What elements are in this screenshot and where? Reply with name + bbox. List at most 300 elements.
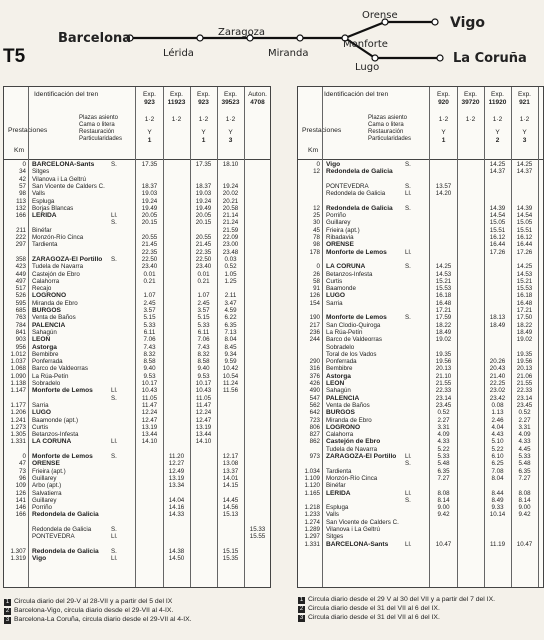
time-cell: 0.03 — [224, 255, 237, 263]
km-value: 497 — [15, 277, 26, 285]
station-name: Borjas Blancas — [32, 204, 74, 212]
time-cell: 15.13 — [222, 511, 239, 519]
timetable-row — [298, 190, 543, 197]
timetable-row — [4, 329, 270, 336]
column-divider — [28, 87, 29, 587]
time-cell: 9.40 — [143, 365, 156, 373]
time-cell: 14.25 — [516, 263, 533, 271]
column-divider — [135, 87, 136, 587]
time-cell: 3.57 — [143, 307, 156, 314]
station-dot — [432, 19, 438, 25]
time-cell: 9.34 — [224, 350, 237, 358]
train-type: Exp. — [436, 91, 450, 98]
timetable-row — [4, 351, 270, 358]
km-value: 244 — [309, 336, 320, 344]
time-cell: 2.45 — [143, 299, 156, 307]
timetable-row — [4, 387, 270, 394]
km-value: 358 — [15, 255, 26, 263]
time-cell: 11.19 — [489, 540, 506, 548]
time-cell: 18.22 — [435, 321, 452, 329]
timetable-row — [298, 482, 543, 489]
time-cell: 22.35 — [195, 248, 212, 256]
time-cell: 6.11 — [197, 328, 210, 336]
timetable-row — [298, 183, 543, 190]
station-name: Monforte de Lemos — [326, 314, 387, 322]
timetable-row — [4, 373, 270, 380]
time-cell: 12.24 — [195, 409, 212, 417]
time-cell: 18.13 — [489, 314, 506, 322]
timetable-row — [4, 402, 270, 409]
timetable-row — [4, 256, 270, 263]
station-name: PONTEVEDRA — [32, 533, 75, 541]
time-cell: 22.33 — [435, 387, 452, 395]
km-value: 1.241 — [10, 416, 26, 424]
time-cell: 8.32 — [197, 350, 210, 358]
column-divider — [217, 87, 218, 587]
time-cell: 4.33 — [518, 438, 531, 446]
timetable-row — [4, 431, 270, 438]
km-value: 57 — [19, 182, 26, 190]
station-name: LUGO — [326, 292, 346, 300]
station-name: BURGOS — [326, 409, 355, 417]
time-cell: 5.22 — [437, 445, 450, 453]
train-type: Exp. — [463, 91, 477, 98]
time-cell: 0.21 — [143, 277, 156, 285]
time-cell: 14.10 — [141, 438, 158, 446]
km-value: 1.068 — [10, 365, 26, 373]
arrival-departure-mark: S. — [405, 496, 411, 504]
timetable-row — [4, 168, 270, 175]
km-value: 0 — [22, 453, 26, 460]
time-cell: 7.06 — [143, 336, 156, 344]
time-cell: 23.02 — [489, 387, 506, 395]
time-cell: 5.33 — [197, 321, 210, 329]
time-cell: 14.33 — [168, 511, 185, 519]
arrival-departure-mark: Ll. — [111, 533, 118, 541]
time-cell: 11.47 — [141, 401, 158, 409]
station-name: LEÓN — [326, 380, 345, 387]
train-number: 11923 — [167, 99, 186, 106]
label-restauracion: Restauración — [368, 129, 404, 135]
station-name: Miranda de Ebro — [326, 416, 372, 424]
time-cell: 15.33 — [249, 526, 266, 533]
time-cell: 14.39 — [489, 204, 506, 212]
footnote — [298, 614, 440, 622]
station-name: Ponferrada — [32, 358, 63, 366]
timetable-row — [298, 490, 543, 497]
timetable-row — [298, 358, 543, 365]
time-cell: 8.49 — [491, 496, 504, 504]
km-value: 723 — [309, 416, 320, 424]
time-cell: 9.33 — [491, 504, 504, 512]
time-cell: 12.49 — [168, 467, 185, 475]
timetable-row — [298, 365, 543, 372]
km-value: 1.218 — [304, 504, 320, 512]
train-seats: 1·2 — [144, 116, 155, 123]
time-cell: 15.55 — [249, 533, 266, 541]
arrival-departure-mark: S. — [111, 526, 117, 533]
time-cell: 17.21 — [435, 307, 452, 314]
station-name: Vilanova i La Geltrú — [326, 526, 380, 533]
city-lugo: Lugo — [355, 62, 380, 73]
km-value: 1.307 — [10, 547, 26, 555]
timetable-row — [4, 490, 270, 497]
time-cell: 10.47 — [516, 540, 533, 548]
time-cell: 13.19 — [195, 423, 212, 431]
station-dot — [437, 55, 443, 61]
station-name: Baamonde — [326, 285, 356, 293]
timetable-row — [4, 358, 270, 365]
km-value: 526 — [15, 292, 26, 300]
time-cell: 0.52 — [224, 263, 237, 271]
km-value: 166 — [15, 212, 26, 220]
label-prestaciones: Prestaciones — [8, 127, 48, 134]
timetable-row — [4, 219, 270, 226]
time-cell: 8.45 — [224, 343, 237, 351]
time-cell: 16.44 — [489, 241, 506, 249]
arrival-departure-mark: S. — [111, 161, 117, 168]
timetable-row — [298, 278, 543, 285]
train-seats: 1·2 — [465, 116, 476, 123]
restaurant-icon: Y — [522, 129, 527, 136]
time-cell: 9.00 — [437, 504, 450, 512]
timetable-row — [298, 417, 543, 424]
station-name: Espluga — [326, 504, 349, 512]
station-dot — [197, 35, 203, 41]
train-number: 920 — [438, 99, 449, 106]
train-seats: 1·2 — [519, 116, 530, 123]
station-name: Sahagún — [326, 387, 351, 395]
time-cell: 5.48 — [518, 460, 531, 468]
station-name: Venta de Baños — [326, 401, 370, 409]
time-cell: 14.04 — [168, 496, 185, 504]
time-cell: 14.56 — [222, 504, 239, 512]
time-cell: 9.53 — [143, 372, 156, 380]
column-divider — [538, 87, 539, 587]
km-value: 1.274 — [304, 518, 320, 526]
timetable-row — [298, 424, 543, 431]
station-name: Guillarey — [326, 219, 351, 227]
timetable-row — [298, 453, 543, 460]
train-number: 39523 — [221, 99, 240, 106]
timetable-row — [4, 205, 270, 212]
time-cell: 1.07 — [197, 292, 210, 300]
label-identificacion: Identificación del tren — [34, 91, 99, 98]
train-seats: 1·2 — [171, 116, 182, 123]
time-cell: 15.21 — [516, 277, 533, 285]
timetable-row — [4, 322, 270, 329]
time-cell: 5.15 — [143, 314, 156, 322]
timetable-row — [298, 161, 543, 168]
timetable-row — [298, 511, 543, 518]
arrival-departure-mark: S. — [111, 453, 117, 460]
km-value: 517 — [15, 285, 26, 293]
station-name: Vilanova i La Geltrú — [32, 175, 86, 183]
arrival-departure-mark: S. — [405, 314, 411, 322]
time-cell: 23.45 — [516, 401, 533, 409]
timetable-row — [298, 468, 543, 475]
time-cell: 22.50 — [195, 255, 212, 263]
time-cell: 17.21 — [516, 307, 533, 314]
station-name: Tardienta — [32, 241, 58, 249]
footnote-text: Barcelona-La Coruña, circula diario desde el 29-VII al 4-IX. — [14, 616, 192, 623]
timetable-row — [4, 285, 270, 292]
label-km: Km — [14, 147, 25, 154]
km-value: 0 — [316, 161, 320, 168]
time-cell: 19.24 — [222, 182, 239, 190]
time-cell: 2.46 — [491, 416, 504, 424]
km-value: 222 — [15, 234, 26, 241]
km-value: 956 — [15, 343, 26, 351]
footnote-number: 2 — [299, 606, 304, 612]
km-value: 34 — [19, 168, 26, 176]
time-cell: 18.49 — [435, 328, 452, 336]
km-value: 1.147 — [10, 387, 26, 395]
time-cell: 19.24 — [195, 197, 212, 205]
timetable-row — [298, 219, 543, 226]
station-name: Astorga — [326, 372, 351, 380]
km-value: 42 — [19, 175, 26, 183]
timetable-row — [4, 314, 270, 321]
time-cell: 4.43 — [491, 431, 504, 439]
timetable-row — [4, 453, 270, 460]
timetable-row — [298, 475, 543, 482]
time-cell: 21.55 — [435, 380, 452, 387]
km-value: 1.233 — [304, 511, 320, 519]
timetable-row — [4, 497, 270, 504]
station-name: Castejón de Ebro — [326, 438, 381, 446]
time-cell: 16.12 — [489, 234, 506, 241]
arrival-departure-mark: Ll. — [405, 489, 412, 497]
timetable-row — [298, 409, 543, 416]
arrival-departure-mark: S. — [111, 394, 117, 402]
time-cell: 23.48 — [222, 248, 239, 256]
time-cell: 8.14 — [518, 496, 531, 504]
time-cell: 14.45 — [222, 496, 239, 504]
time-cell: 3.31 — [437, 423, 450, 431]
time-cell: 14.01 — [222, 474, 239, 482]
table-code: T5 — [3, 46, 26, 67]
time-cell: 10.47 — [435, 540, 452, 548]
time-cell: 0.21 — [197, 277, 210, 285]
time-cell: 10.43 — [141, 387, 158, 395]
station-name: Betanzos-Infesta — [326, 270, 373, 278]
time-cell: 19.03 — [141, 190, 158, 198]
timetable-row — [298, 322, 543, 329]
km-value: 1.120 — [304, 482, 320, 490]
km-value: 12 — [313, 168, 320, 176]
timetable-row — [4, 336, 270, 343]
km-value: 146 — [15, 504, 26, 512]
arrival-departure-mark: S. — [111, 547, 117, 555]
table-header — [298, 87, 543, 160]
time-cell: 15.05 — [516, 219, 533, 227]
footnote-text: Circula diario desde el 31 del VII al 6 del IX. — [308, 614, 440, 621]
km-value: 642 — [309, 409, 320, 417]
time-cell: 15.21 — [435, 277, 452, 285]
time-cell: 6.35 — [518, 467, 531, 475]
time-cell: 0.08 — [491, 401, 504, 409]
time-cell: 8.04 — [224, 336, 237, 344]
time-cell: 14.20 — [435, 190, 452, 198]
timetable-row — [4, 183, 270, 190]
km-value: 763 — [15, 314, 26, 322]
time-cell: 8.44 — [491, 489, 504, 497]
arrival-departure-mark: Ll. — [111, 438, 118, 446]
time-cell: 16.44 — [516, 241, 533, 249]
time-cell: 19.56 — [435, 358, 452, 366]
time-cell: 11.20 — [168, 453, 185, 460]
time-cell: 21.24 — [222, 219, 239, 227]
time-cell: 14.10 — [195, 438, 212, 446]
time-cell: 15.53 — [435, 285, 452, 293]
km-value: 316 — [309, 365, 320, 373]
time-cell: 23.45 — [435, 401, 452, 409]
km-value: 297 — [15, 241, 26, 249]
arrival-departure-mark: Ll. — [405, 190, 412, 198]
restaurant-icon: Y — [228, 129, 233, 136]
station-name: Redondela de Galicia — [32, 547, 99, 555]
timetable-row — [4, 526, 270, 533]
timetable-row — [298, 519, 543, 526]
time-cell: 18.49 — [489, 321, 506, 329]
time-cell: 9.40 — [197, 365, 210, 373]
time-cell: 23.40 — [141, 263, 158, 271]
column-divider — [429, 87, 430, 587]
timetable-row — [298, 241, 543, 248]
station-name: Porriño — [32, 504, 52, 512]
particularity-badge: 1 — [201, 137, 206, 144]
time-cell: 0.01 — [197, 270, 210, 278]
station-name: Vigo — [326, 161, 341, 168]
time-cell: 22.33 — [516, 387, 533, 395]
timetable-row — [298, 329, 543, 336]
time-cell: 20.05 — [195, 212, 212, 220]
station-dot — [297, 35, 303, 41]
time-cell: 10.17 — [195, 380, 212, 387]
time-cell: 6.11 — [143, 328, 156, 336]
time-cell: 15.15 — [222, 547, 239, 555]
km-value: 45 — [313, 226, 320, 234]
city-miranda: Miranda — [268, 48, 309, 59]
timetable-row — [298, 227, 543, 234]
station-name: Bembibre — [326, 365, 353, 373]
footnote — [298, 605, 440, 613]
timetable-row — [4, 424, 270, 431]
train-seats: 1·2 — [198, 116, 209, 123]
time-cell: 23.14 — [435, 394, 452, 402]
time-cell: 0.52 — [437, 409, 450, 417]
particularity-badge: 2 — [495, 137, 500, 144]
km-value: 1.305 — [10, 431, 26, 439]
timetable-row — [298, 504, 543, 511]
time-cell: 20.15 — [195, 219, 212, 227]
timetable-row — [4, 161, 270, 168]
station-name: Sarria — [326, 299, 343, 307]
time-cell: 19.49 — [141, 204, 158, 212]
time-cell: 18.49 — [516, 328, 533, 336]
time-cell: 0.52 — [518, 409, 531, 417]
time-cell: 14.37 — [516, 168, 533, 176]
time-cell: 12.24 — [141, 409, 158, 417]
time-cell: 9.00 — [518, 504, 531, 512]
station-name: Calahorra — [326, 431, 354, 439]
km-value: 1.012 — [10, 350, 26, 358]
station-name: Valls — [32, 190, 45, 198]
km-value: 166 — [15, 511, 26, 519]
time-cell: 14.50 — [168, 555, 185, 563]
km-value: 1.177 — [10, 401, 26, 409]
train-number: 923 — [144, 99, 155, 106]
timetable-row — [4, 249, 270, 256]
station-name: Calahorra — [32, 277, 60, 285]
timetable-row — [4, 271, 270, 278]
station-name: Barco de Valdeorras — [32, 365, 88, 373]
time-cell: 20.55 — [141, 234, 158, 241]
particularity-badge: 3 — [228, 137, 233, 144]
time-cell: 5.33 — [437, 453, 450, 460]
time-cell: 14.38 — [168, 547, 185, 555]
km-value: 1.165 — [304, 489, 320, 497]
km-value: 96 — [19, 474, 26, 482]
label-cama: Cama o litera — [79, 122, 115, 128]
timetable-row — [298, 300, 543, 307]
timetable-row — [298, 168, 543, 175]
arrival-departure-mark: Ll. — [405, 540, 412, 548]
km-value: 827 — [309, 431, 320, 439]
time-cell: 10.42 — [222, 365, 239, 373]
train-type: Exp. — [196, 91, 210, 98]
station-name: Castejón de Ebro — [32, 270, 80, 278]
km-value: 784 — [15, 321, 26, 329]
train-type: Exp. — [517, 91, 531, 98]
time-cell: 23.42 — [489, 394, 506, 402]
station-name: Frieira (apt.) — [32, 467, 66, 475]
timetable-row — [4, 468, 270, 475]
timetable-row — [4, 395, 270, 402]
station-name: Monforte de Lemos — [32, 387, 93, 395]
timetable-row — [4, 519, 270, 526]
train-number: 11920 — [488, 99, 507, 106]
time-cell: 13.44 — [195, 431, 212, 439]
station-name: Tudela de Navarra — [32, 263, 84, 271]
station-name: Ponferrada — [326, 358, 357, 366]
station-name: Monzón-Río Cinca — [32, 234, 84, 241]
city-coruna: La Coruña — [453, 51, 527, 66]
timetable-left — [3, 86, 271, 588]
time-cell: 18.37 — [195, 182, 212, 190]
station-name: Barco de Valdeorras — [326, 336, 382, 344]
time-cell: 6.35 — [437, 467, 450, 475]
time-cell: 8.58 — [197, 358, 210, 366]
station-name: Monforte de Lemos — [326, 248, 387, 256]
arrival-departure-mark: S. — [405, 204, 411, 212]
time-cell: 19.35 — [435, 350, 452, 358]
train-type: Exp. — [169, 91, 183, 98]
station-name: ORENSE — [32, 460, 60, 468]
time-cell: 10.54 — [222, 372, 239, 380]
time-cell: 17.50 — [516, 314, 533, 322]
km-value: 1.319 — [10, 555, 26, 563]
footnote-number: 1 — [299, 597, 304, 603]
timetable-row — [298, 402, 543, 409]
timetable-row — [298, 387, 543, 394]
time-cell: 19.35 — [516, 350, 533, 358]
time-cell: 22.09 — [222, 234, 239, 241]
timetable-row — [298, 307, 543, 314]
time-cell: 5.10 — [491, 438, 504, 446]
km-value: 141 — [15, 496, 26, 504]
